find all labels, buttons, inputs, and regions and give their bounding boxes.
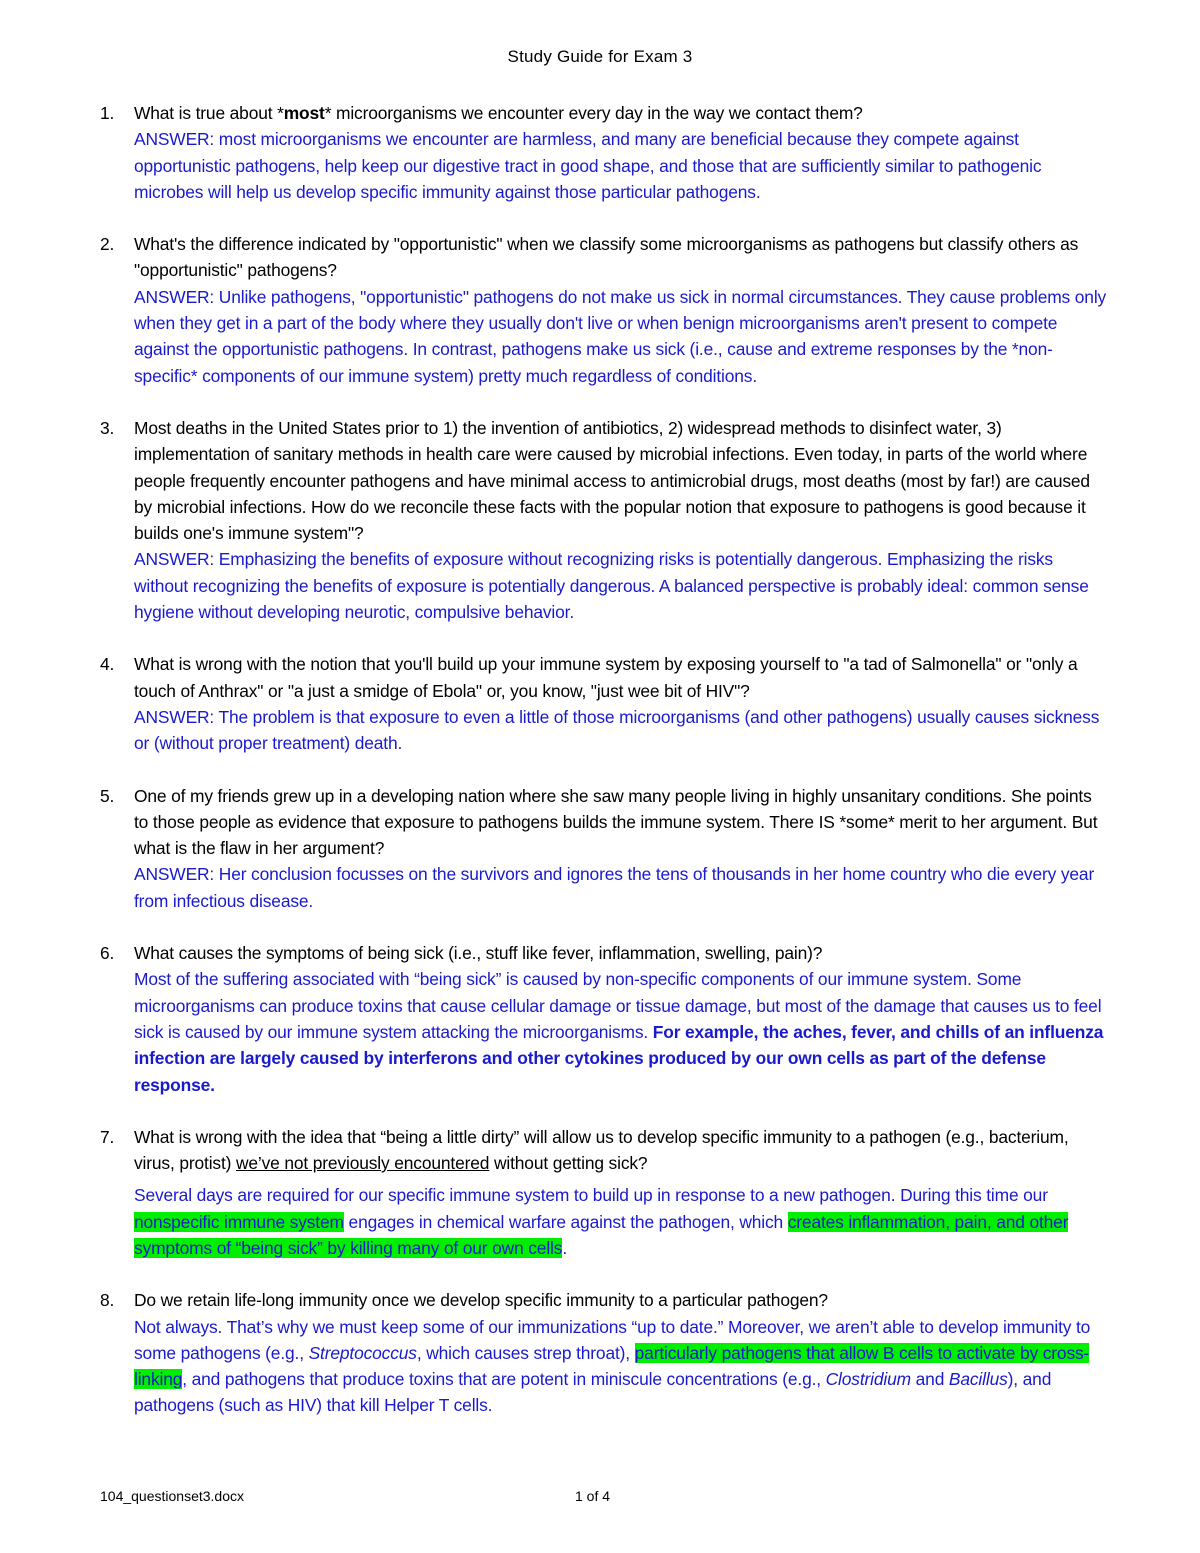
- answer-highlight: nonspecific immune system: [134, 1211, 344, 1232]
- answer-text: ANSWER: Her conclusion focusses on the survivors and ignores the tens of thousands in her home country who die every year from infectious disease.: [134, 864, 1095, 911]
- footer-filename: 104_questionset3.docx: [100, 1488, 244, 1504]
- answer-highlight: particularly pathogens that allow B cells to activate by cross-linking: [134, 1342, 1090, 1390]
- question-item-2: [100, 231, 1110, 389]
- question-text: [134, 100, 1110, 126]
- question-item-7: [100, 1124, 1110, 1261]
- question-number: 4.: [100, 654, 115, 675]
- question-text: One of my friends grew up in a developing nation where she saw many people living in highly unsanitary conditions. She points to those people as evidence that exposure to pathogens builds the immune system. There IS *some* merit to her argument. But what is the flaw in her argument?: [134, 785, 1098, 859]
- question-item-8: [100, 1287, 1110, 1418]
- question-text: [134, 1124, 1110, 1177]
- answer-text-part: engages in chemical warfare against the pathogen, which: [343, 1211, 788, 1232]
- answer-italic-text: Bacillus: [948, 1369, 1008, 1390]
- answer-text-part: , and pathogens that produce toxins that are potent in miniscule concentrations (e.g.,: [182, 1369, 826, 1390]
- question-list: [100, 100, 1110, 1419]
- answer-text-part: ), and pathogens (such as HIV) that kill Helper T cells.: [134, 1369, 1052, 1416]
- question-text-part: without getting sick?: [489, 1153, 648, 1174]
- answer-bold-text: For example, the aches, fever, and chills of an influenza infection are largely caused by interferons and other cytokines produced by our own cells as part of the defense response.: [134, 1021, 1104, 1095]
- answer-text-part: , which causes strep throat),: [416, 1342, 635, 1363]
- question-number: 7.: [100, 1126, 115, 1147]
- question-text: Do we retain life-long immunity once we develop specific immunity to a particular pathogen?: [134, 1290, 828, 1311]
- answer-text: ANSWER: most microorganisms we encounter are harmless, and many are beneficial because they compete against opportunistic pathogens, help keep our digestive tract in good shape, and those that are sufficiently similar to pathogenic microbes will help us develop specific immunity against those particular pathogens.: [134, 129, 1042, 202]
- question-text-part: What is wrong with the idea that “being a little dirty” will allow us to develop specific immunity to a pathogen (e.g., bacterium, virus, protist): [134, 1126, 1069, 1174]
- answer-text-part: and: [910, 1369, 949, 1390]
- answer-italic-text: Clostridium: [825, 1369, 911, 1390]
- answer-text: ANSWER: Unlike pathogens, "opportunistic" pathogens do not make us sick in normal circumstances. They cause problems only when they get in a part of the body where they usually don't live or when benign microorganisms aren't present to compete against the opportunistic pathogens. In contrast, pathogens make us sick (i.e., cause and extreme responses by the *non-specific* components of our immune system) pretty much regardless of conditions.: [134, 286, 1107, 386]
- answer-text: ANSWER: Emphasizing the benefits of exposure without recognizing risks is potentially dangerous. Emphasizing the risks without recognizing the benefits of exposure is potentially dangerous. A balanced perspective is probably ideal: common sense hygiene without developing neurotic, compulsive behavior.: [134, 549, 1089, 623]
- question-text-part: * microorganisms we encounter every day in the way we contact them?: [324, 103, 863, 123]
- question-item-5: [100, 783, 1110, 914]
- answer-text: [134, 1182, 1110, 1261]
- page-title: Study Guide for Exam 3: [507, 47, 693, 66]
- question-item-6: [100, 940, 1110, 1098]
- question-text: What is wrong with the notion that you'll build up your immune system by exposing yourself to "a tad of Salmonella" or "only a touch of Anthrax" or "a just a smidge of Ebola" or, you know, "just wee bit of HIV"?: [134, 654, 1078, 701]
- question-number: 1.: [100, 103, 115, 123]
- question-number: 2.: [100, 234, 115, 255]
- question-number: 5.: [100, 785, 115, 806]
- answer-text: ANSWER: The problem is that exposure to even a little of those microorganisms (and other pathogens) usually causes sickness or (without proper treatment) death.: [134, 706, 1100, 754]
- answer-text-part: Most of the suffering associated with “being sick” is caused by non-specific components of our immune system. Some microorganisms can produce toxins that cause cellular damage or tissue damage, but most of the damage that causes us to feel sick is caused by our immune system attacking the microorganisms.: [134, 969, 1102, 1042]
- question-emphasis: most: [283, 103, 325, 123]
- answer-highlight: creates inflammation, pain, and other symptoms of “being sick” by killing many of our own cells: [134, 1211, 1069, 1258]
- answer-italic-text: Streptococcus: [308, 1342, 417, 1363]
- question-text: What causes the symptoms of being sick (i.e., stuff like fever, inflammation, swelling, pain)?: [134, 943, 823, 964]
- question-number: 6.: [100, 943, 115, 964]
- question-item-4: [100, 651, 1110, 756]
- question-text: Most deaths in the United States prior to 1) the invention of antibiotics, 2) widespread methods to disinfect water, 3) implementation of sanitary methods in health care were caused by microbial infections. Even today, in parts of the world where people frequently encounter pathogens and have minimal access to antimicrobial drugs, most deaths (most by far!) are caused by microbial infections. How do we reconcile these facts with the popular notion that exposure to pathogens is good because it builds one's immune system"?: [134, 417, 1090, 544]
- question-number: 3.: [100, 417, 115, 438]
- question-item-1: [100, 100, 1110, 205]
- footer-page-number: 1 of 4: [575, 1488, 611, 1504]
- answer-text-part: Not always. That’s why we must keep some of our immunizations “up to date.” Moreover, we aren’t able to develop immunity to some pathogens (e.g.,: [134, 1316, 1091, 1363]
- answer-text: [134, 966, 1110, 1097]
- answer-text-part: .: [562, 1237, 567, 1258]
- question-underlined-text: we’ve not previously encountered: [235, 1153, 490, 1174]
- question-item-3: [100, 415, 1110, 625]
- answer-text: [134, 1314, 1110, 1419]
- question-text: What's the difference indicated by "opportunistic" when we classify some microorganisms as pathogens but classify others as "opportunistic" pathogens?: [134, 234, 1079, 281]
- answer-text-part: Several days are required for our specific immune system to build up in response to a new pathogen. During this time our: [134, 1185, 1048, 1206]
- question-number: 8.: [100, 1290, 115, 1311]
- question-text-part: What is true about *: [134, 103, 284, 123]
